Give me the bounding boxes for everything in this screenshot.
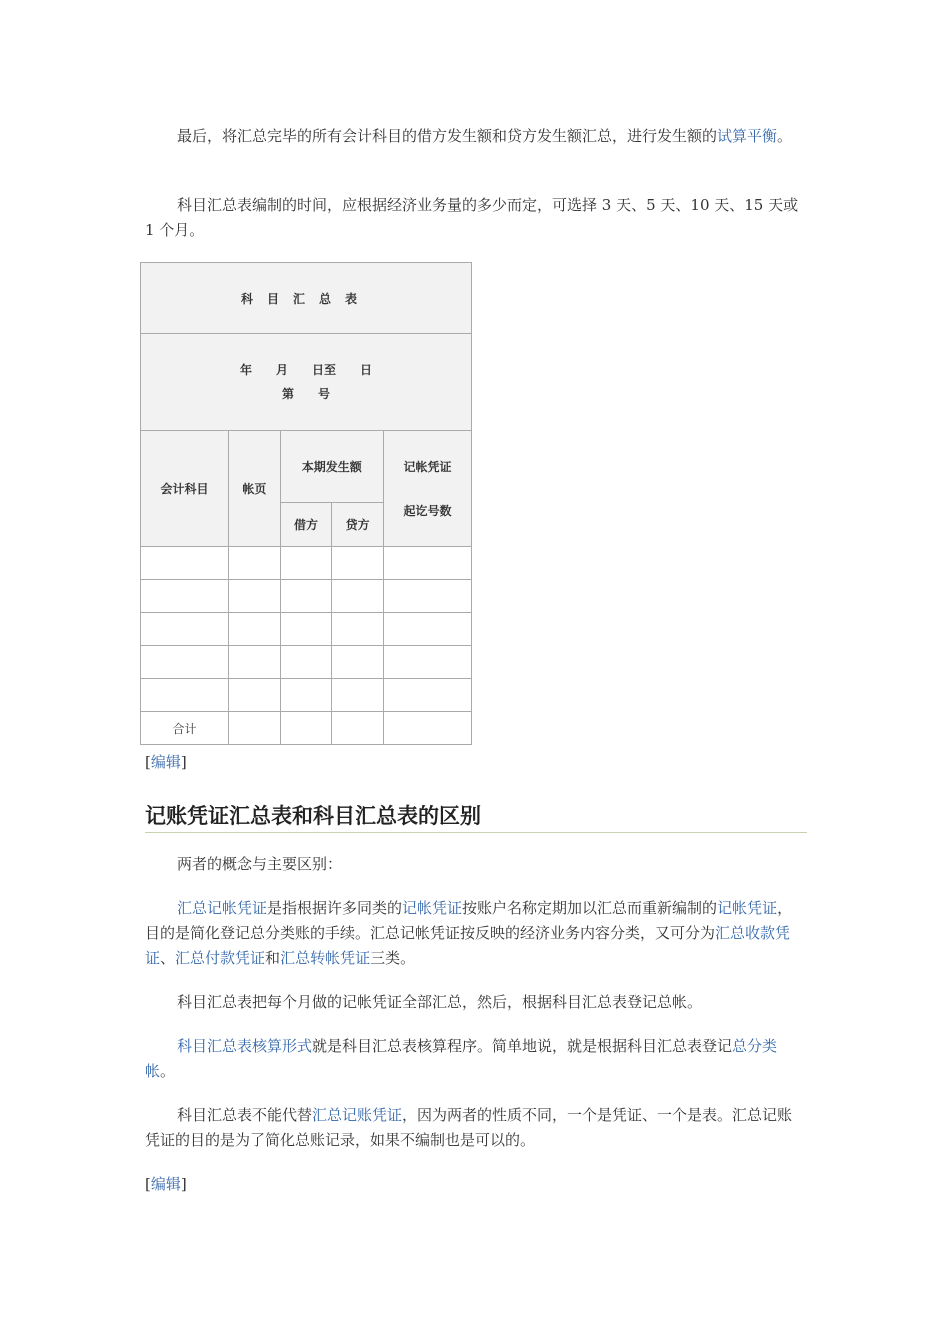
cell <box>383 712 471 745</box>
cell <box>229 712 281 745</box>
text: 是指根据许多同类的 <box>267 899 403 917</box>
paragraph-concepts: 两者的概念与主要区别： <box>177 855 343 873</box>
edit-link[interactable]: 编辑 <box>150 1175 181 1193</box>
text: 。 <box>777 127 793 145</box>
text: 和 <box>265 949 281 967</box>
cell <box>383 646 471 679</box>
paragraph-difference <box>145 1103 807 1153</box>
text: 、 <box>160 949 176 967</box>
cell <box>141 679 229 712</box>
link-general-ledger[interactable]: 总分类帐 <box>145 1037 778 1080</box>
date-line: 年 月 日至 日 <box>239 363 372 377</box>
cell <box>141 613 229 646</box>
cell <box>332 712 384 745</box>
cell <box>332 580 384 613</box>
text: 就是科目汇总表核算程序。简单地说，就是根据科目汇总表登记 <box>312 1037 733 1055</box>
text: 按账户名称定期加以汇总而重新编制的 <box>462 899 718 917</box>
table-row <box>141 646 472 679</box>
cell <box>141 547 229 580</box>
text: 三类。 <box>370 949 416 967</box>
text: ，因为两者的性质不同，一个是凭证、一个是表。汇总记账凭证的目的是为了简化总账记录，如果不编制也是可以的。 <box>145 1106 793 1149</box>
cell <box>280 547 332 580</box>
cell <box>141 580 229 613</box>
header-voucher <box>383 431 471 547</box>
voucher-line-2: 起讫号数 <box>403 503 452 518</box>
text: 科目汇总表不能代替 <box>177 1106 313 1124</box>
cell <box>280 580 332 613</box>
link-accounting-form[interactable]: 科目汇总表核算形式 <box>177 1037 313 1055</box>
paragraph-account-summary: 科目汇总表把每个月做的记帐凭证全部汇总，然后，根据科目汇总表登记总帐。 <box>177 993 703 1011</box>
link-voucher-2[interactable]: 记帐凭证 <box>717 899 778 917</box>
edit-link[interactable]: 编辑 <box>150 753 181 771</box>
table-row <box>141 580 472 613</box>
cell <box>383 547 471 580</box>
cell <box>332 646 384 679</box>
edit-link-2: [编辑] <box>145 1175 187 1193</box>
cell <box>383 580 471 613</box>
text: 。 <box>160 1062 176 1080</box>
number-line: 第 号 <box>281 387 330 401</box>
link-receipt-voucher[interactable]: 汇总收款凭证 <box>145 924 791 967</box>
cell <box>229 580 281 613</box>
cell <box>280 679 332 712</box>
cell <box>280 712 332 745</box>
total-label: 合计 <box>141 712 229 745</box>
summary-table <box>140 262 472 745</box>
link-transfer-voucher[interactable]: 汇总转帐凭证 <box>280 949 371 967</box>
link-summary-voucher-2[interactable]: 汇总记账凭证 <box>312 1106 403 1124</box>
header-page: 帐页 <box>229 431 281 547</box>
paragraph-timing: 科目汇总表编制的时间，应根据经济业务量的多少而定，可选择 3 天、5 天、10 天、15 天或 1 个月。 <box>145 196 799 239</box>
table-title: 科目汇总表 <box>141 263 472 334</box>
table-date-cell <box>141 334 472 431</box>
cell <box>332 613 384 646</box>
table-row-total <box>141 712 472 745</box>
cell <box>332 547 384 580</box>
header-credit: 贷方 <box>332 503 384 547</box>
table-row <box>141 613 472 646</box>
voucher-line-1: 记帐凭证 <box>403 459 452 474</box>
header-amount: 本期发生额 <box>280 431 383 503</box>
cell <box>229 679 281 712</box>
paragraph-accounting-form <box>145 1034 807 1084</box>
cell <box>383 679 471 712</box>
paragraph-trial-balance <box>145 124 807 149</box>
link-trial-balance[interactable]: 试算平衡 <box>717 127 778 145</box>
cell <box>332 679 384 712</box>
cell <box>141 646 229 679</box>
link-payment-voucher[interactable]: 汇总付款凭证 <box>175 949 266 967</box>
section-heading: 记账凭证汇总表和科目汇总表的区别 <box>145 800 807 833</box>
header-account: 会计科目 <box>141 431 229 547</box>
table-row <box>141 547 472 580</box>
text: 最后，将汇总完毕的所有会计科目的借方发生额和贷方发生额汇总，进行发生额的 <box>177 127 718 145</box>
cell <box>229 646 281 679</box>
table-row <box>141 679 472 712</box>
cell <box>280 646 332 679</box>
cell <box>280 613 332 646</box>
text: ，目的是简化登记总分类账的手续。汇总记帐凭证按反映的经济业务内容分类，又可分为 <box>145 899 793 942</box>
cell <box>383 613 471 646</box>
header-debit: 借方 <box>280 503 332 547</box>
link-summary-voucher[interactable]: 汇总记帐凭证 <box>177 899 268 917</box>
cell <box>229 613 281 646</box>
cell <box>229 547 281 580</box>
link-voucher[interactable]: 记帐凭证 <box>402 899 463 917</box>
paragraph-summary-voucher <box>145 896 807 971</box>
edit-link-1: [编辑] <box>145 753 187 771</box>
